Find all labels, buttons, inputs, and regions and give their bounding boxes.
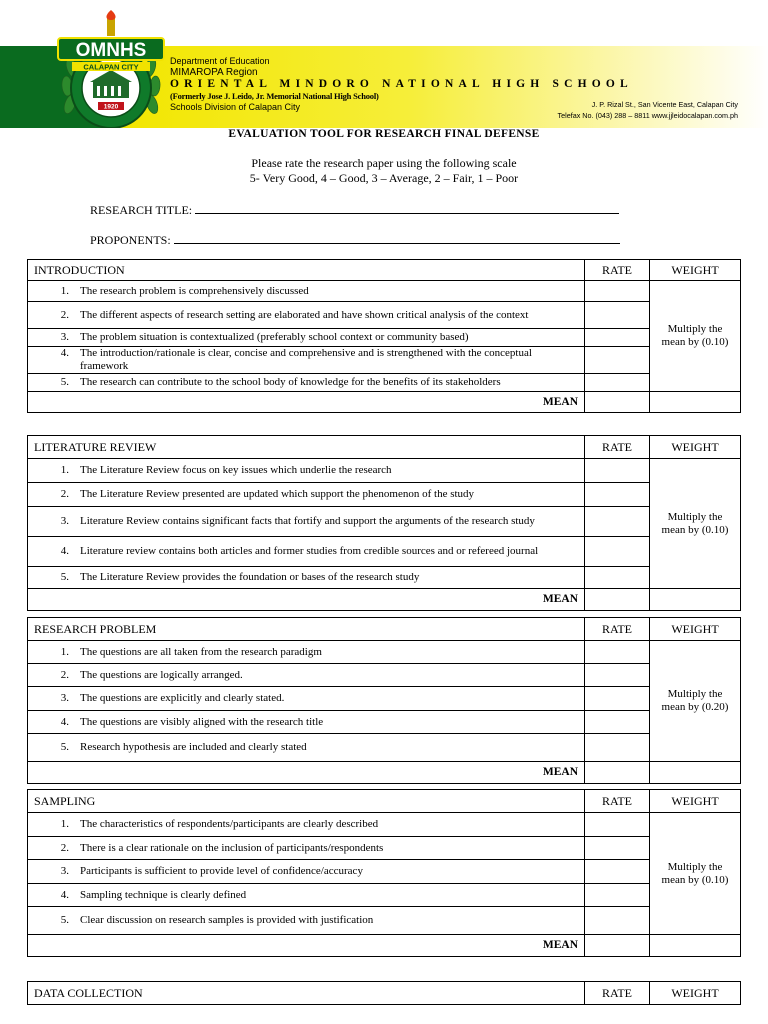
section-title: RESEARCH PROBLEM bbox=[28, 618, 585, 641]
rate-input-cell[interactable] bbox=[585, 507, 650, 537]
criterion-cell bbox=[28, 837, 585, 860]
rate-input-cell[interactable] bbox=[585, 537, 650, 567]
mean-label: MEAN bbox=[28, 935, 585, 957]
mean-rate-cell[interactable] bbox=[585, 392, 650, 413]
rate-column-header: RATE bbox=[585, 436, 650, 459]
criterion-number: 2. bbox=[60, 841, 69, 854]
criterion-number: 4. bbox=[60, 545, 69, 557]
letterhead-contact bbox=[558, 99, 738, 121]
criterion-text: Sampling technique is clearly defined bbox=[80, 888, 247, 901]
criterion-text: The Literature Review presented are updated which support the phenomenon of the study bbox=[80, 488, 475, 500]
weight-column-header: WEIGHT bbox=[650, 982, 741, 1005]
section-table-literature-review bbox=[27, 435, 741, 611]
criterion-number: 5. bbox=[60, 741, 69, 753]
criterion-cell bbox=[28, 374, 585, 392]
svg-text:1920: 1920 bbox=[103, 103, 119, 111]
rate-column-header: RATE bbox=[585, 260, 650, 281]
mean-weight-cell[interactable] bbox=[650, 762, 741, 784]
section-table-research-problem bbox=[27, 617, 741, 784]
rate-input-cell[interactable] bbox=[585, 567, 650, 589]
criterion-text: The research can contribute to the school body of knowledge for the benefits of its stakeholders bbox=[80, 376, 501, 388]
criterion-text: The questions are explicitly and clearly stated. bbox=[80, 692, 285, 704]
svg-text:CALAPAN CITY: CALAPAN CITY bbox=[83, 62, 139, 72]
criterion-number: 4. bbox=[60, 715, 69, 728]
criterion-text: The research problem is comprehensively discussed bbox=[80, 284, 309, 297]
rate-column-header: RATE bbox=[585, 982, 650, 1005]
rate-input-cell[interactable] bbox=[585, 907, 650, 935]
rate-input-cell[interactable] bbox=[585, 374, 650, 392]
criterion-row bbox=[28, 567, 741, 589]
criterion-row bbox=[28, 860, 741, 884]
criterion-number: 5. bbox=[60, 914, 69, 926]
criterion-row bbox=[28, 302, 741, 329]
criterion-number: 5. bbox=[60, 571, 69, 583]
criterion-text: Research hypothesis are included and clearly stated bbox=[80, 741, 307, 753]
mean-label: MEAN bbox=[28, 762, 585, 784]
rate-input-cell[interactable] bbox=[585, 711, 650, 734]
rate-input-cell[interactable] bbox=[585, 347, 650, 374]
section-title: INTRODUCTION bbox=[28, 260, 585, 281]
criterion-cell bbox=[28, 734, 585, 762]
rate-input-cell[interactable] bbox=[585, 734, 650, 762]
criterion-number: 5. bbox=[60, 376, 69, 388]
weight-instruction: Multiply the mean by (0.10) bbox=[650, 459, 741, 589]
mean-weight-cell[interactable] bbox=[650, 392, 741, 413]
criterion-cell bbox=[28, 641, 585, 664]
criterion-row bbox=[28, 711, 741, 734]
rate-input-cell[interactable] bbox=[585, 302, 650, 329]
mean-weight-cell[interactable] bbox=[650, 589, 741, 611]
criterion-cell bbox=[28, 347, 585, 374]
criterion-cell bbox=[28, 329, 585, 347]
department-name: Department of Education bbox=[170, 56, 270, 66]
section-table-sampling bbox=[27, 789, 741, 957]
mean-label: MEAN bbox=[28, 589, 585, 611]
criterion-number: 1. bbox=[60, 645, 69, 658]
criterion-text: The questions are visibly aligned with the research title bbox=[80, 715, 324, 728]
criterion-cell bbox=[28, 459, 585, 483]
criterion-number: 2. bbox=[60, 308, 69, 321]
school-telefax: Telefax No. (043) 288 – 8811 www.jjleidocalapan.com.ph bbox=[557, 111, 738, 120]
weight-column-header: WEIGHT bbox=[650, 790, 741, 813]
rate-input-cell[interactable] bbox=[585, 884, 650, 907]
criterion-cell bbox=[28, 483, 585, 507]
criterion-cell bbox=[28, 907, 585, 935]
rate-column-header: RATE bbox=[585, 790, 650, 813]
instruction-line-2: 5- Very Good, 4 – Good, 3 – Average, 2 – Fair, 1 – Poor bbox=[249, 171, 519, 185]
proponents-field bbox=[90, 232, 620, 248]
criterion-row bbox=[28, 347, 741, 374]
criterion-number: 3. bbox=[60, 865, 69, 877]
rate-input-cell[interactable] bbox=[585, 459, 650, 483]
weight-instruction: Multiply the mean by (0.20) bbox=[650, 641, 741, 762]
division-name: Schools Division of Calapan City bbox=[170, 102, 301, 112]
criterion-text: The problem situation is contextualized (preferably school context or community based) bbox=[80, 331, 469, 343]
criterion-text: Literature Review contains significant facts that fortify and support the arguments of the research study bbox=[80, 515, 535, 527]
criterion-number: 4. bbox=[60, 347, 69, 359]
criterion-text: Participants is sufficient to provide level of confidence/accuracy bbox=[80, 865, 363, 877]
criterion-number: 1. bbox=[60, 284, 69, 297]
instruction-line-1: Please rate the research paper using the following scale bbox=[251, 156, 517, 170]
criterion-row bbox=[28, 687, 741, 711]
criterion-number: 4. bbox=[60, 888, 69, 901]
section-title: LITERATURE REVIEW bbox=[28, 436, 585, 459]
criterion-row bbox=[28, 837, 741, 860]
criterion-text: The Literature Review focus on key issues which underlie the research bbox=[80, 464, 392, 476]
weight-column-header: WEIGHT bbox=[650, 436, 741, 459]
criterion-row bbox=[28, 537, 741, 567]
rate-input-cell[interactable] bbox=[585, 664, 650, 687]
criterion-row bbox=[28, 507, 741, 537]
criterion-row bbox=[28, 374, 741, 392]
rate-input-cell[interactable] bbox=[585, 813, 650, 837]
mean-rate-cell[interactable] bbox=[585, 589, 650, 611]
criterion-row bbox=[28, 329, 741, 347]
rate-input-cell[interactable] bbox=[585, 281, 650, 302]
section-title: SAMPLING bbox=[28, 790, 585, 813]
criterion-cell bbox=[28, 884, 585, 907]
school-address: J. P. Rizal St., San Vicente East, Calapan City bbox=[591, 100, 738, 109]
criterion-cell bbox=[28, 813, 585, 837]
proponents-blank[interactable] bbox=[174, 232, 620, 244]
criterion-cell bbox=[28, 687, 585, 711]
rate-input-cell[interactable] bbox=[585, 329, 650, 347]
mean-rate-cell[interactable] bbox=[585, 762, 650, 784]
criterion-row bbox=[28, 664, 741, 687]
rate-column-header: RATE bbox=[585, 618, 650, 641]
criterion-cell bbox=[28, 567, 585, 589]
criterion-text: The different aspects of research setting are elaborated and have shown critical analysis of the context bbox=[80, 308, 529, 321]
criterion-text: The questions are logically arranged. bbox=[80, 668, 243, 681]
criterion-row bbox=[28, 884, 741, 907]
research-title-label: RESEARCH TITLE: bbox=[90, 203, 193, 217]
proponents-label: PROPONENTS: bbox=[90, 233, 171, 247]
criterion-text: There is a clear rationale on the inclusion of participants/respondents bbox=[80, 841, 384, 854]
criterion-number: 3. bbox=[60, 692, 69, 704]
criterion-text: The characteristics of respondents/participants are clearly described bbox=[80, 818, 379, 830]
school-seal-logo bbox=[52, 8, 170, 128]
criterion-row bbox=[28, 734, 741, 762]
weight-column-header: WEIGHT bbox=[650, 260, 741, 281]
former-school-name: (Formerly Jose J. Leido, Jr. Memorial National High School) bbox=[170, 91, 379, 101]
criterion-row bbox=[28, 641, 741, 664]
svg-text:OMNHS: OMNHS bbox=[75, 40, 147, 61]
section-title: DATA COLLECTION bbox=[28, 982, 585, 1005]
section-table-introduction bbox=[27, 259, 741, 413]
mean-rate-cell[interactable] bbox=[585, 935, 650, 957]
mean-weight-cell[interactable] bbox=[650, 935, 741, 957]
criterion-number: 1. bbox=[60, 818, 69, 830]
criterion-text: Literature review contains both articles and former studies from credible sources and or refereed journal bbox=[80, 545, 539, 557]
research-title-field bbox=[90, 202, 619, 218]
criterion-cell bbox=[28, 281, 585, 302]
criterion-number: 3. bbox=[60, 515, 69, 527]
criterion-number: 3. bbox=[60, 331, 69, 343]
criterion-row bbox=[28, 907, 741, 935]
criterion-cell bbox=[28, 664, 585, 687]
criterion-number: 1. bbox=[60, 464, 69, 476]
rate-input-cell[interactable] bbox=[585, 641, 650, 664]
criterion-cell bbox=[28, 860, 585, 884]
criterion-number: 2. bbox=[60, 488, 69, 500]
criterion-row bbox=[28, 281, 741, 302]
weight-instruction: Multiply the mean by (0.10) bbox=[650, 281, 741, 392]
mean-label: MEAN bbox=[28, 392, 585, 413]
rate-input-cell[interactable] bbox=[585, 687, 650, 711]
criterion-cell bbox=[28, 537, 585, 567]
rate-input-cell[interactable] bbox=[585, 483, 650, 507]
letterhead bbox=[0, 0, 768, 130]
region-name: MIMAROPA Region bbox=[170, 67, 258, 78]
weight-instruction: Multiply the mean by (0.10) bbox=[650, 813, 741, 935]
criterion-cell bbox=[28, 507, 585, 537]
criterion-text: The Literature Review provides the foundation or bases of the research study bbox=[80, 571, 420, 583]
criterion-text: The introduction/rationale is clear, concise and comprehensive and is strengthened with the conceptual framework bbox=[80, 347, 532, 372]
criterion-row bbox=[28, 459, 741, 483]
criterion-text: The questions are all taken from the research paradigm bbox=[80, 645, 322, 658]
criterion-cell bbox=[28, 302, 585, 329]
rate-input-cell[interactable] bbox=[585, 837, 650, 860]
criterion-row bbox=[28, 813, 741, 837]
criterion-row bbox=[28, 483, 741, 507]
criterion-number: 2. bbox=[60, 668, 69, 681]
weight-column-header: WEIGHT bbox=[650, 618, 741, 641]
section-table-data-collection bbox=[27, 981, 741, 1005]
criterion-cell bbox=[28, 711, 585, 734]
rate-input-cell[interactable] bbox=[585, 860, 650, 884]
document-title: EVALUATION TOOL FOR RESEARCH FINAL DEFENSE bbox=[228, 128, 540, 140]
research-title-blank[interactable] bbox=[195, 202, 619, 214]
school-name: ORIENTAL MINDORO NATIONAL HIGH SCHOOL bbox=[170, 78, 633, 90]
criterion-text: Clear discussion on research samples is provided with justification bbox=[80, 914, 374, 926]
